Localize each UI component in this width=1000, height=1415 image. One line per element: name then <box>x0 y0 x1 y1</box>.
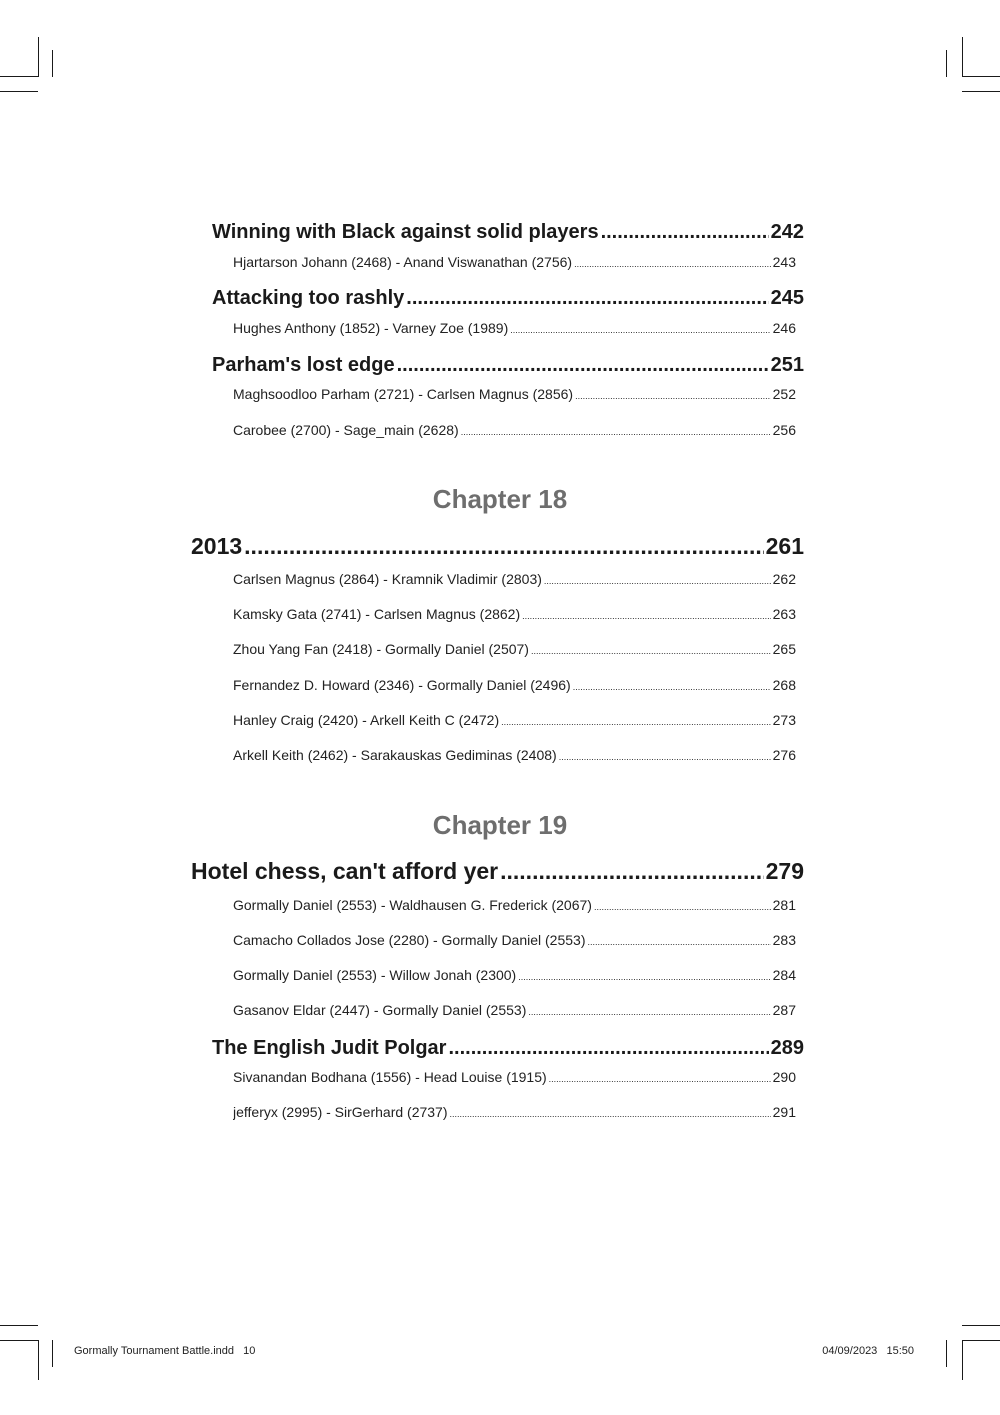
toc-entry-page: 265 <box>772 641 796 657</box>
toc-game-entry[interactable] <box>233 422 796 438</box>
slug-datetime: 04/09/2023 15:50 <box>822 1345 914 1357</box>
toc-entry-title: Gasanov Eldar (2447) - Gormally Daniel (2553) <box>233 1002 527 1018</box>
toc-entry-title: Winning with Black against solid players <box>212 221 599 243</box>
toc-entry-title: Hotel chess, can't afford yer <box>191 858 499 884</box>
toc-entry-title: Sivanandan Bodhana (1556) - Head Louise (1915) <box>233 1069 547 1085</box>
toc-section-entry[interactable] <box>212 1037 804 1060</box>
dot-leader <box>522 611 771 621</box>
crop-mark <box>0 76 38 77</box>
crop-mark <box>0 91 38 92</box>
crop-mark <box>52 1340 53 1367</box>
dot-leader <box>601 221 769 244</box>
toc-entry-page: 243 <box>772 254 796 270</box>
toc-entry-title: jefferyx (2995) - SirGerhard (2737) <box>233 1104 448 1120</box>
toc-entry-page: 284 <box>772 967 796 983</box>
toc-entry-page: 252 <box>772 386 796 402</box>
toc-entry-title: Zhou Yang Fan (2418) - Gormally Daniel (2507) <box>233 641 529 657</box>
dot-leader <box>406 287 768 310</box>
dot-leader <box>549 1074 771 1084</box>
toc-entry-title: Hanley Craig (2420) - Arkell Keith C (2472) <box>233 712 500 728</box>
toc-entry-title: Hughes Anthony (1852) - Varney Zoe (1989) <box>233 320 509 336</box>
toc-entry-page: 262 <box>772 571 796 587</box>
toc-entry-title: The English Judit Polgar <box>212 1037 447 1059</box>
toc-entry-page: 276 <box>772 747 796 763</box>
dot-leader <box>518 972 770 982</box>
crop-mark <box>962 1340 963 1380</box>
crop-mark <box>38 37 39 77</box>
toc-entry-page: 242 <box>770 221 804 243</box>
dot-leader <box>573 682 771 692</box>
toc-section-entry[interactable] <box>212 354 804 377</box>
toc-entry-title: Arkell Keith (2462) - Sarakauskas Gediminas (2408) <box>233 747 557 763</box>
toc-game-entry[interactable] <box>233 1002 796 1018</box>
toc-entry-page: 256 <box>772 422 796 438</box>
toc-game-entry[interactable] <box>233 606 796 622</box>
toc-entry-title: Gormally Daniel (2553) - Willow Jonah (2300) <box>233 967 517 983</box>
chapter-heading: Chapter 19 <box>432 810 568 840</box>
slug-filename: Gormally Tournament Battle.indd 10 <box>74 1345 256 1357</box>
dot-leader <box>574 259 771 269</box>
dot-leader <box>501 717 771 727</box>
crop-mark <box>946 50 947 77</box>
dot-leader <box>544 576 771 586</box>
dot-leader <box>559 752 771 762</box>
dot-leader <box>244 533 763 560</box>
toc-entry-title: Carlsen Magnus (2864) - Kramnik Vladimir (2803) <box>233 571 542 587</box>
toc-entry-title: Hjartarson Johann (2468) - Anand Viswanathan (2756) <box>233 254 573 270</box>
toc-entry-page: 289 <box>770 1037 804 1059</box>
crop-mark <box>946 1340 947 1367</box>
toc-game-entry[interactable] <box>233 712 796 728</box>
dot-leader <box>588 937 771 947</box>
toc-entry-page: 290 <box>772 1069 796 1085</box>
toc-entry-title: Kamsky Gata (2741) - Carlsen Magnus (2862) <box>233 606 521 622</box>
toc-entry-page: 251 <box>770 354 804 376</box>
toc-entry-title: Gormally Daniel (2553) - Waldhausen G. Frederick (2067) <box>233 897 592 913</box>
toc-entry-title: Camacho Collados Jose (2280) - Gormally Daniel (2553) <box>233 932 586 948</box>
crop-mark <box>962 1325 1000 1326</box>
dot-leader <box>461 427 771 437</box>
toc-entry-title: Parham's lost edge <box>212 354 395 376</box>
toc-entry-title: Maghsoodloo Parham (2721) - Carlsen Magnus (2856) <box>233 386 574 402</box>
toc-entry-title: Carobee (2700) - Sage_main (2628) <box>233 422 459 438</box>
chapter-heading: Chapter 18 <box>432 484 568 514</box>
toc-entry-page: 246 <box>772 320 796 336</box>
toc-game-entry[interactable] <box>233 1069 796 1085</box>
toc-entry-page: 281 <box>772 897 796 913</box>
dot-leader <box>594 902 771 912</box>
toc-game-entry[interactable] <box>233 897 796 913</box>
toc-section-entry[interactable] <box>212 221 804 244</box>
dot-leader <box>531 646 771 656</box>
toc-entry-title: 2013 <box>191 533 243 559</box>
toc-chapter-entry[interactable] <box>191 858 804 885</box>
toc-game-entry[interactable] <box>233 747 796 763</box>
toc-entry-page: 245 <box>770 287 804 309</box>
crop-mark <box>0 1340 38 1341</box>
crop-mark <box>0 1325 38 1326</box>
dot-leader <box>528 1007 770 1017</box>
crop-mark <box>962 91 1000 92</box>
dot-leader <box>575 391 771 401</box>
crop-mark <box>38 1340 39 1380</box>
toc-game-entry[interactable] <box>233 677 796 693</box>
dot-leader <box>448 1037 768 1060</box>
toc-game-entry[interactable] <box>233 932 796 948</box>
toc-entry-page: 283 <box>772 932 796 948</box>
toc-entry-page: 279 <box>765 858 804 884</box>
dot-leader <box>510 325 770 335</box>
toc-game-entry[interactable] <box>233 967 796 983</box>
dot-leader <box>500 858 764 885</box>
dot-leader <box>450 1109 771 1119</box>
crop-mark <box>962 76 1000 77</box>
toc-game-entry[interactable] <box>233 1104 796 1120</box>
toc-entry-page: 268 <box>772 677 796 693</box>
crop-mark <box>962 37 963 77</box>
toc-entry-page: 291 <box>772 1104 796 1120</box>
toc-game-entry[interactable] <box>233 571 796 587</box>
crop-mark <box>52 50 53 77</box>
toc-game-entry[interactable] <box>233 386 796 402</box>
toc-entry-page: 261 <box>765 533 804 559</box>
toc-entry-page: 273 <box>772 712 796 728</box>
toc-game-entry[interactable] <box>233 254 796 270</box>
toc-entry-title: Attacking too rashly <box>212 287 405 309</box>
toc-chapter-entry[interactable] <box>191 533 804 560</box>
toc-game-entry[interactable] <box>233 320 796 336</box>
toc-entry-title: Fernandez D. Howard (2346) - Gormally Daniel (2496) <box>233 677 571 693</box>
toc-entry-page: 287 <box>772 1002 796 1018</box>
dot-leader <box>397 354 769 377</box>
toc-game-entry[interactable] <box>233 641 796 657</box>
toc-entry-page: 263 <box>772 606 796 622</box>
crop-mark <box>962 1340 1000 1341</box>
toc-section-entry[interactable] <box>212 287 804 310</box>
